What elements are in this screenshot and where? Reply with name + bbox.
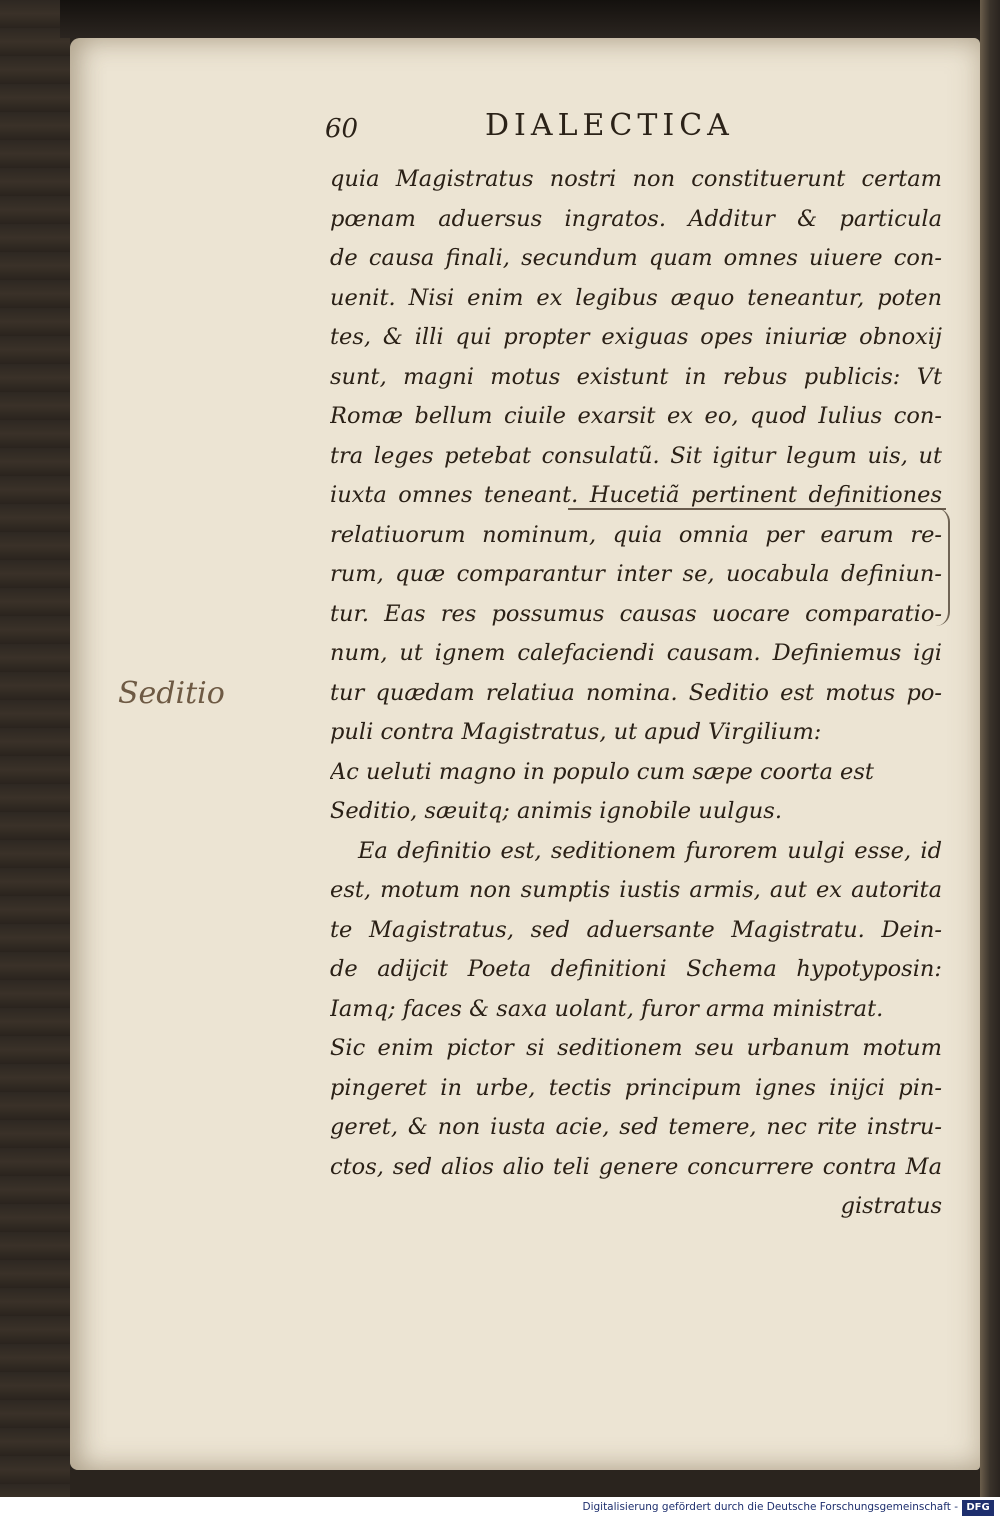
text-line: uenit. Nisi enim ex legibus æquo teneantur, poten xyxy=(330,284,942,311)
text-line: tra leges petebat consulatũ. Sit igitur legum uis, ut xyxy=(330,442,942,469)
text-line: ctos, sed alios alio teli genere concurrere contra Ma xyxy=(330,1153,942,1180)
page-number: 60 xyxy=(325,114,359,144)
margin-note-seditio: Seditio xyxy=(118,676,225,711)
book-right-edge xyxy=(980,0,1000,1497)
verse-line: Ac ueluti magno in populo cum sæpe coorta est xyxy=(330,758,874,785)
text-line: num, ut ignem calefaciendi causam. Definiemus igi xyxy=(330,640,942,666)
book-top-edge xyxy=(60,0,1000,38)
footer-credit: Digitalisierung gefördert durch die Deutsche Forschungsgemeinschaft - xyxy=(582,1501,958,1513)
text-line: pœnam aduersus ingratos. Additur & particula xyxy=(330,205,942,232)
text-line: est, motum non sumptis iustis armis, aut ex autorita xyxy=(330,877,942,903)
text-line: puli contra Magistratus, ut apud Virgilium: xyxy=(330,719,822,745)
text-line: Sic enim pictor si seditionem seu urbanum motum xyxy=(330,1035,942,1061)
verse-line: Iamq; faces & saxa uolant, furor arma ministrat. xyxy=(330,995,884,1022)
text-line: pingeret in urbe, tectis principum ignes inijci pin- xyxy=(330,1074,942,1101)
text-line: relatiuorum nominum, quia omnia per earum re- xyxy=(330,521,942,548)
text-line: geret, & non iusta acie, sed temere, nec rite instru- xyxy=(330,1114,942,1140)
catchword: gistratus xyxy=(840,1193,942,1219)
dfg-logo-icon: DFG xyxy=(962,1500,994,1516)
text-line: te Magistratus, sed aduersante Magistratu. Dein- xyxy=(330,916,942,943)
body-text xyxy=(330,160,942,1227)
text-line: tes, & illi qui propter exiguas opes iniuriæ obnoxij xyxy=(330,324,942,350)
running-title: DIALECTICA xyxy=(485,108,734,143)
text-line: quia Magistratus nostri non constituerunt certam xyxy=(330,166,942,192)
book-spine-left xyxy=(0,0,70,1497)
text-line: iuxta omnes teneant. Hucetiã pertinent definitiones xyxy=(330,482,942,508)
text-line: de adijcit Poeta definitioni Schema hypotyposin: xyxy=(330,956,942,982)
text-line: tur. Eas res possumus causas uocare comparatio- xyxy=(330,600,942,627)
text-line: Romæ bellum ciuile exarsit ex eo, quod Iulius con- xyxy=(330,403,942,429)
text-line: Ea definitio est, seditionem furorem uulgi esse, id xyxy=(358,837,942,864)
text-line: de causa finali, secundum quam omnes uiuere con- xyxy=(330,245,942,271)
digitization-footer xyxy=(0,1497,1000,1520)
page-header xyxy=(325,104,805,148)
verse-line: Seditio, sæuitq; animis ignobile uulgus. xyxy=(330,798,782,824)
text-line: sunt, magni motus existunt in rebus publicis: Vt xyxy=(330,363,942,390)
text-line: rum, quæ comparantur inter se, uocabula definiun- xyxy=(330,561,942,587)
text-line: tur quædam relatiua nomina. Seditio est motus po- xyxy=(330,679,942,706)
